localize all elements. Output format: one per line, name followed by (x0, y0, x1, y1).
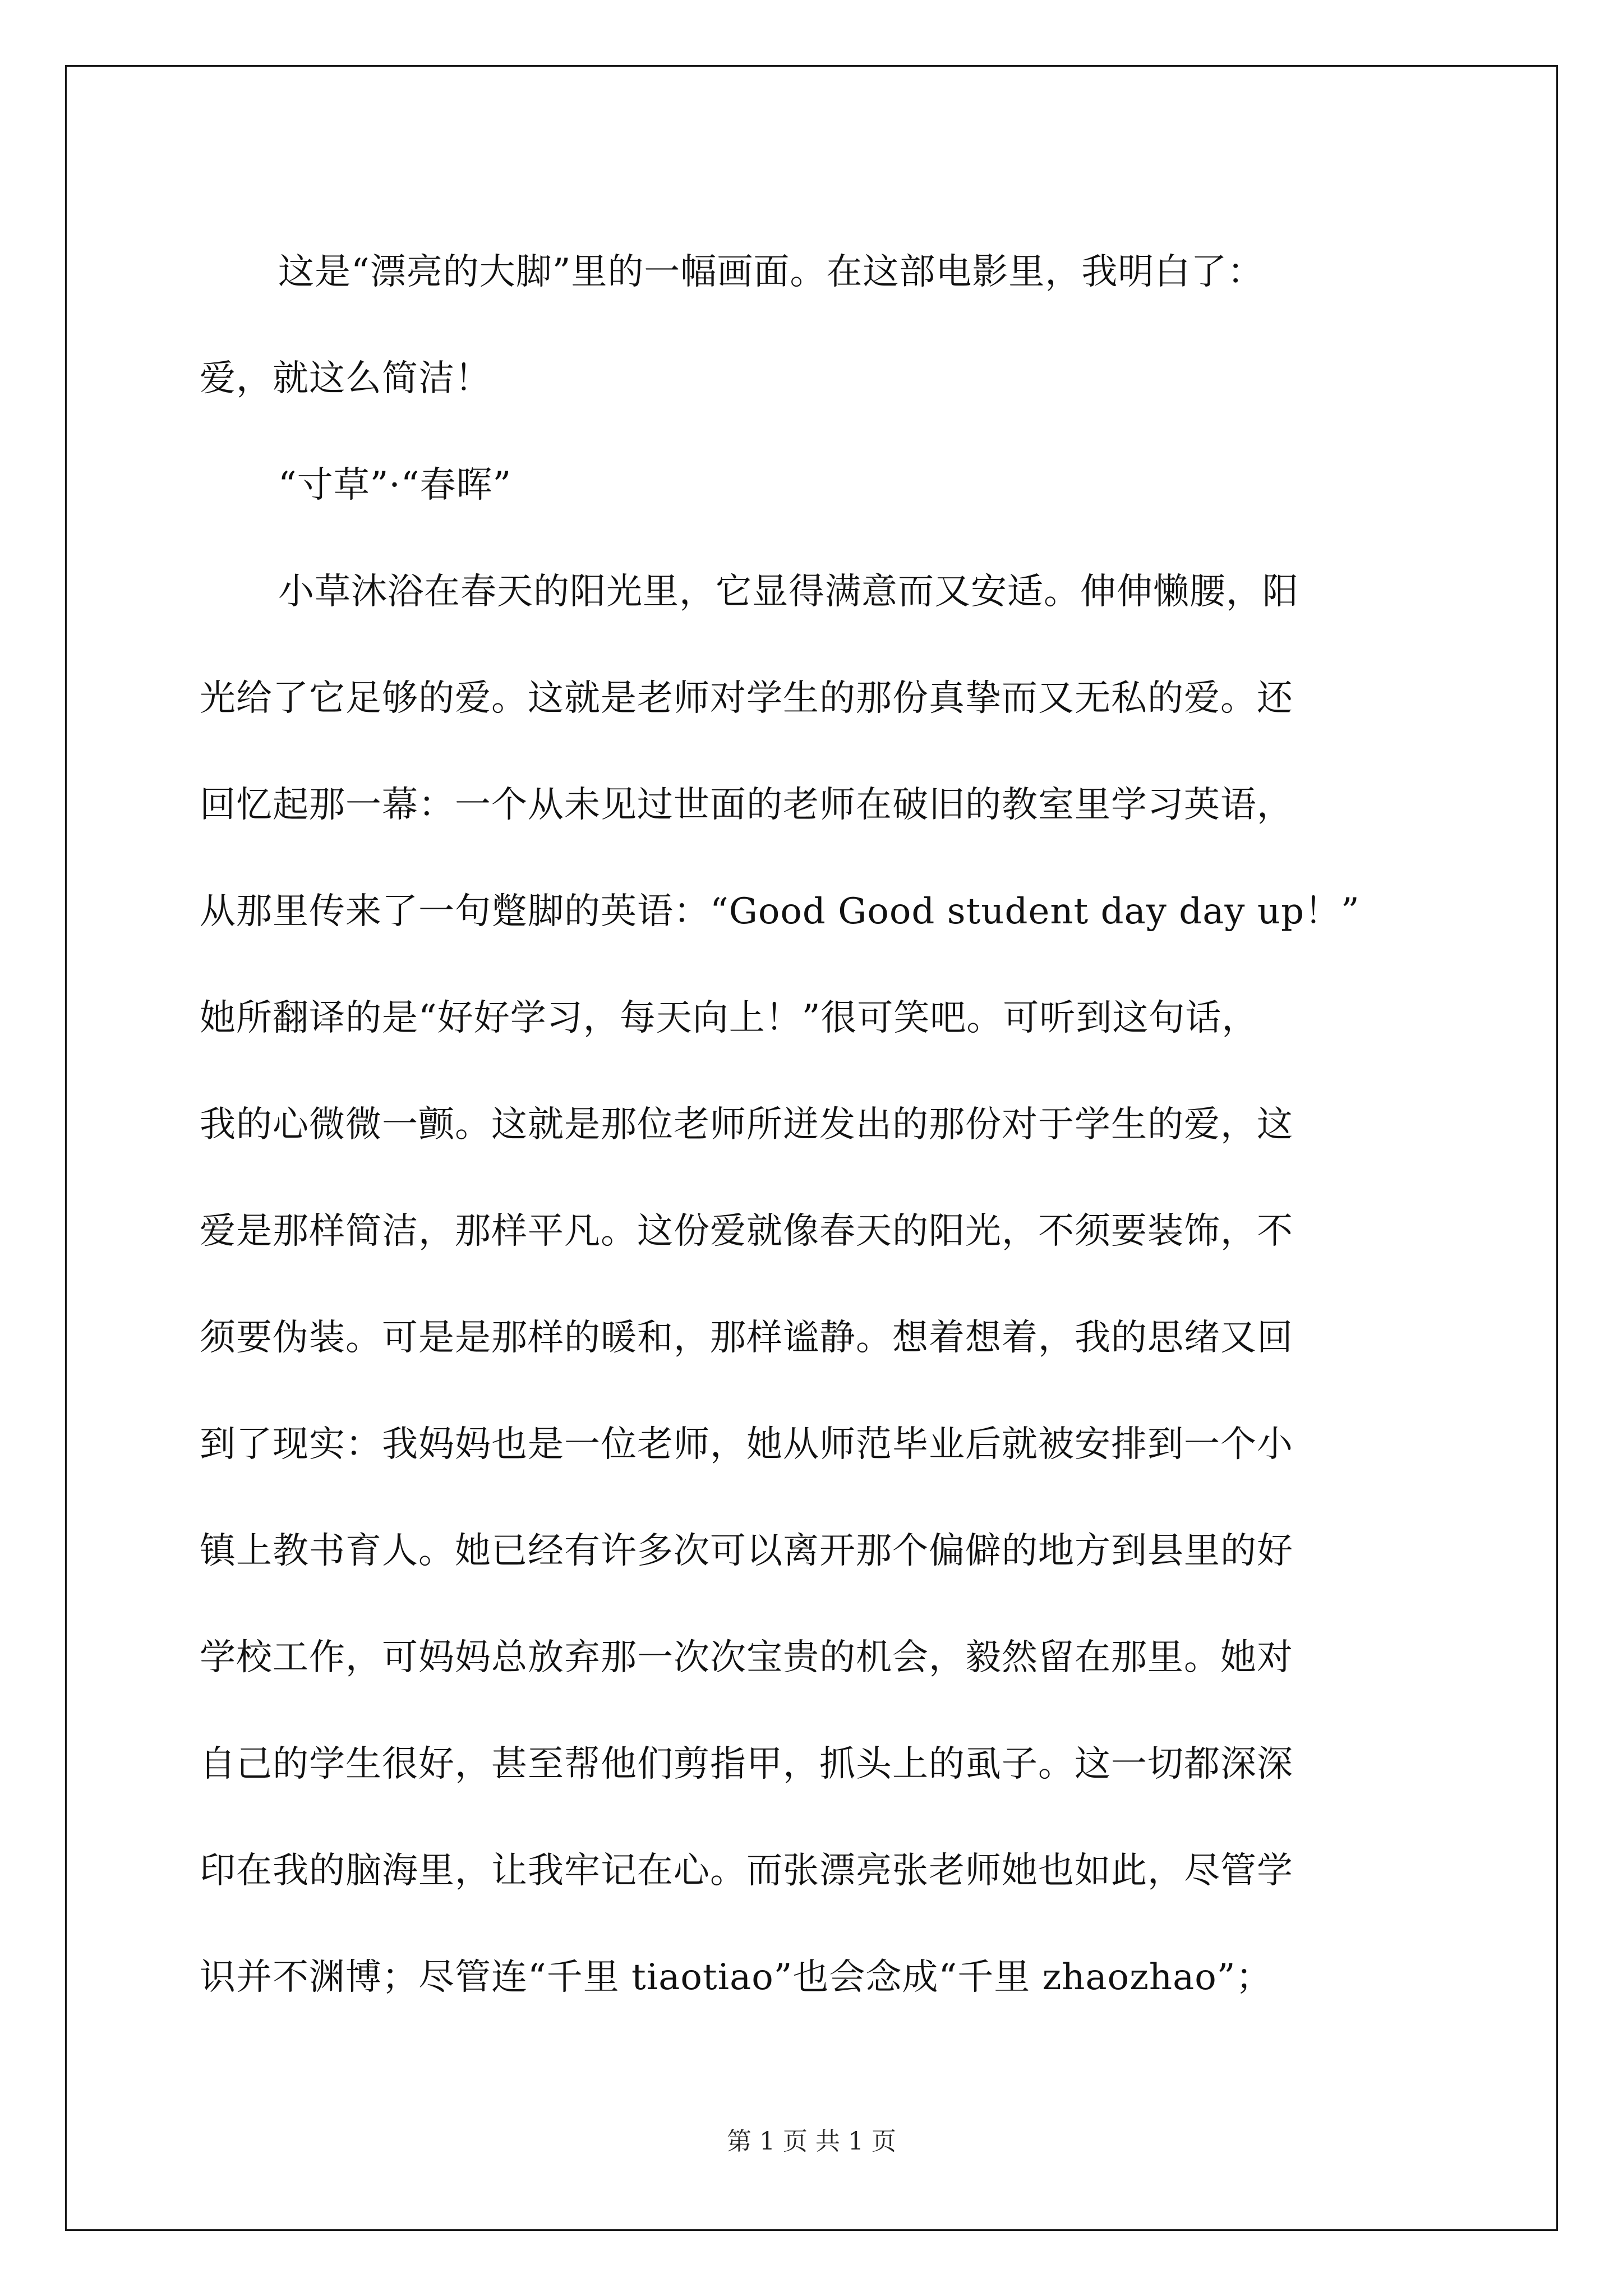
paragraph-line: 光给了它足够的爱。这就是老师对学生的那份真挚而又无私的爱。还 (200, 678, 1293, 719)
paragraph-line: 从那里传来了一句蹩脚的英语：“Good Good student day day up！” (200, 891, 1360, 932)
paragraph-line: 自己的学生很好，甚至帮他们剪指甲，抓头上的虱子。这一切都深深 (200, 1743, 1293, 1785)
paragraph-line: 印在我的脑海里，让我牢记在心。而张漂亮张老师她也如此，尽管学 (200, 1850, 1293, 1892)
document-body (200, 219, 1433, 2031)
paragraph-line: 这是“漂亮的大脚”里的一幅画面。在这部电影里，我明白了： (278, 251, 1264, 293)
paragraph-line: 学校工作，可妈妈总放弃那一次次宝贵的机会，毅然留在那里。她对 (200, 1637, 1293, 1678)
paragraph-line: 回忆起那一幕：一个从未见过世面的老师在破旧的教室里学习英语， (200, 784, 1293, 826)
paragraph-line: 小草沐浴在春天的阳光里，它显得满意而又安适。伸伸懒腰，阳 (278, 571, 1299, 613)
paragraph-line: 识并不渊博；尽管连“千里 tiaotiao”也会念成“千里 zhaozhao”； (200, 1957, 1272, 1998)
paragraph-line: 爱，就这么简洁！ (200, 358, 491, 399)
paragraph-line: 镇上教书育人。她已经有许多次可以离开那个偏僻的地方到县里的好 (200, 1530, 1293, 1572)
paragraph-line: 她所翻译的是“好好学习，每天向上！”很可笑吧。可听到这句话， (200, 997, 1258, 1039)
section-heading: “寸草”·“春晖” (278, 464, 512, 506)
paragraph-line: 爱是那样简洁，那样平凡。这份爱就像春天的阳光，不须要装饰，不 (200, 1211, 1293, 1252)
paragraph-line: 我的心微微一颤。这就是那位老师所迸发出的那份对于学生的爱，这 (200, 1104, 1293, 1145)
page-number-footer: 第 1 页 共 1 页 (727, 2127, 896, 2156)
paragraph-line: 到了现实：我妈妈也是一位老师，她从师范毕业后就被安排到一个小 (200, 1424, 1293, 1465)
paragraph-line: 须要伪装。可是是那样的暖和，那样谧静。想着想着，我的思绪又回 (200, 1317, 1293, 1359)
